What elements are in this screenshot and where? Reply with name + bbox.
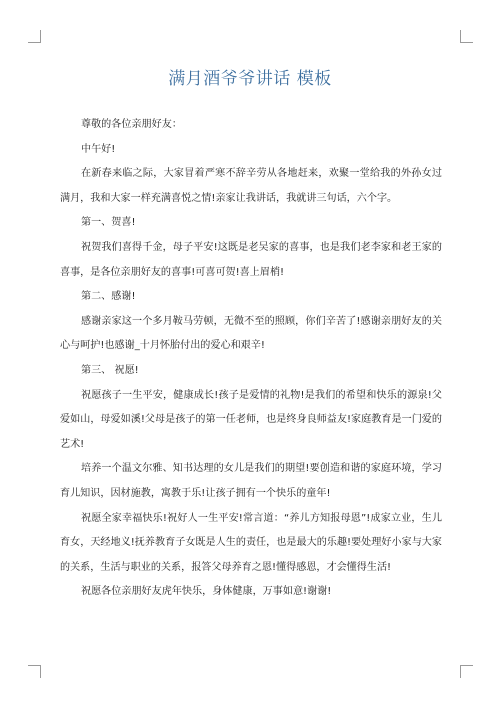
paragraph: 祝愿全家幸福快乐!祝好人一生平安!常言道：“养儿方知报母恩”!成家立业，生儿育女，天经地义!抚养教育子女既是人生的责任，也是最大的乐趣!要处理好小家与大家的关系，生活与职业的关系，报答父母养育之恩!懂得感恩，才会懂得生活! [60,512,442,573]
section-heading: 第二、感谢! [81,291,136,303]
crop-mark-top-right [460,30,473,43]
paragraph: 祝贺我们喜得千金，母子平安!这既是老吴家的喜事，也是我们老李家和老王家的喜事，是各位亲朋好友的喜事!可喜可贺!喜上眉梢! [60,241,442,278]
paragraph: 培养一个温文尔雅、知书达理的女儿是我们的期望!要创造和谐的家庭环境，学习育儿知识，因材施教，寓教于乐!让孩子拥有一个快乐的童年! [60,463,442,499]
closing-paragraph: 祝愿各位亲朋好友虎年快乐，身体健康，万事如意!谢谢! [81,586,332,598]
paragraph: 在新春来临之际，大家冒着严寒不辞辛劳从各地赶来，欢聚一堂给我的外孙女过满月，我和大家一样充满喜悦之情!亲家让我讲话，我就讲三句话，六个字。 [60,168,442,204]
crop-mark-top-left [28,30,41,43]
crop-mark-bottom-right [460,665,473,678]
paragraph: 祝愿孩子一生平安，健康成长!孩子是爱情的礼物!是我们的希望和快乐的源泉!父爱如山，母爱如溪!父母是孩子的第一任老师，也是终身良师益友!家庭教育是一门爱的艺术! [60,389,442,450]
section-heading: 第一、贺喜! [81,217,136,229]
salutation: 尊敬的各位亲朋好友： [81,119,182,130]
section-heading: 第三、 祝愿! [81,364,139,376]
document-title: 满月酒爷爷讲话 模板 [168,69,332,89]
greeting: 中午好! [81,143,116,155]
document-body [60,113,442,605]
paragraph: 感谢亲家这一个多月鞍马劳顿，无微不至的照顾，你们辛苦了!感谢亲朋好友的关心与呵护!也感谢_十月怀胎付出的爱心和艰辛! [60,315,442,352]
crop-mark-bottom-left [28,665,41,678]
